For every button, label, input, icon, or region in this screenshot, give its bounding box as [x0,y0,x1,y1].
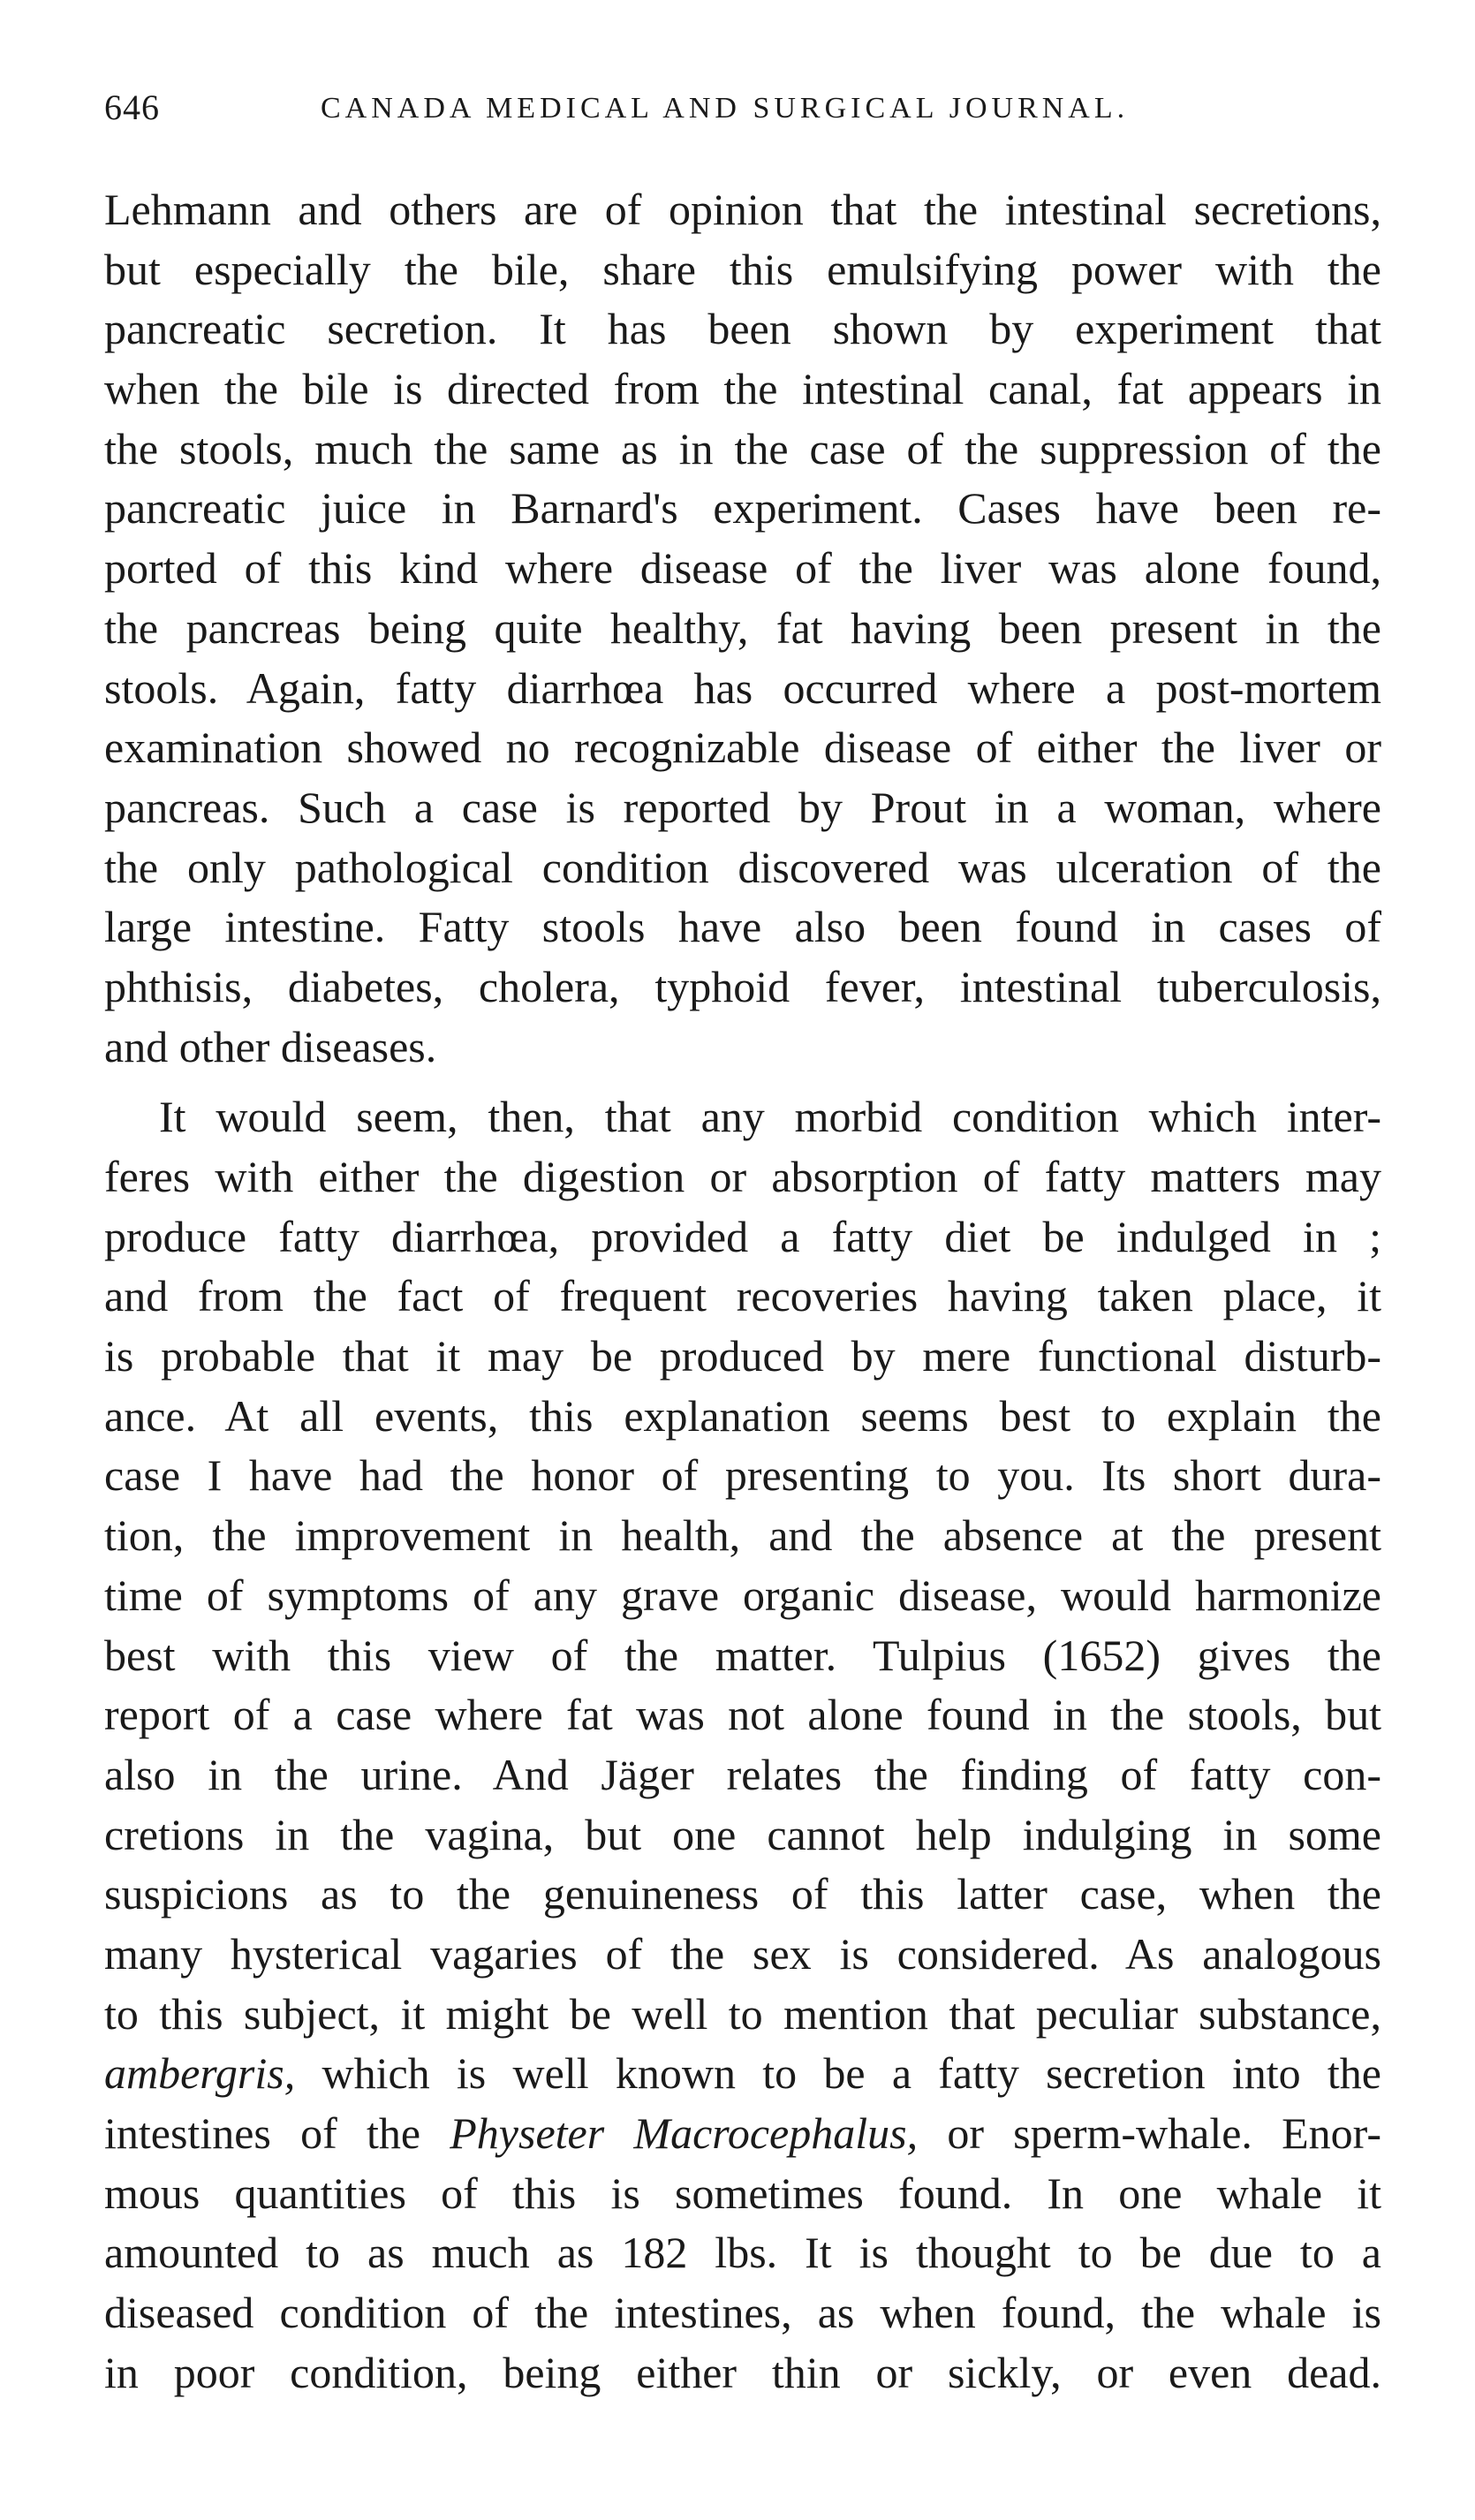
text-line-physeter [104,2104,1381,2164]
text-line: feres with either the digestion or absorption of fatty matters may [104,1152,1381,1201]
line-start: intestines of the [104,2108,450,2158]
text-line: tion, the improvement in health, and the absence at the present [104,1510,1381,1561]
body-text [104,180,1381,2403]
page-number: 646 [104,87,160,127]
text-line: in poor condition, being either thin or sickly, or even dead. [104,2347,1381,2397]
text-line: It would seem, then, that any morbid condition which inter- [159,1092,1381,1142]
text-line: stools. Again, fatty diarrhœa has occurred where a post-mortem [104,662,1381,713]
text-line: but especially the bile, share this emulsifying power with the [104,244,1381,294]
text-line: when the bile is directed from the intestinal canal, fat appears in [104,364,1381,414]
text-line: ance. At all events, this explanation seems best to explain the [104,1390,1381,1441]
text-line: to this subject, it might be well to mention that peculiar substance, [104,1988,1381,2039]
text-line: also in the urine. And Jäger relates the finding of fatty con- [104,1749,1381,1799]
text-line: pancreatic secretion. It has been shown by experiment that [104,304,1381,354]
italic-term-ambergris: ambergris, [104,2048,296,2099]
text-line-ambergris [104,2044,1381,2104]
text-line: many hysterical vagaries of the sex is considered. As analogous [104,1928,1381,1979]
paragraph-1 [104,180,1381,1077]
text-line: pancreatic juice in Barnard's experiment. Cases have been re- [104,483,1381,534]
italic-term-physeter: Physeter Macrocephalus, [450,2108,919,2158]
text-line: the pancreas being quite healthy, fat having been present in the [104,602,1381,653]
text-line: best with this view of the matter. Tulpius (1652) gives the [104,1630,1381,1680]
text-line: Lehmann and others are of opinion that the intestinal secretions, [104,185,1381,234]
text-line: and from the fact of frequent recoveries having taken place, it [104,1271,1381,1321]
text-line: amounted to as much as 182 lbs. It is thought to be due to a [104,2228,1381,2278]
text-line: pancreas. Such a case is reported by Prout in a woman, where [104,782,1381,832]
paragraph-gap [104,1077,1381,1087]
paragraph-2 [104,1087,1381,2403]
text-line: ported of this kind where disease of the liver was alone found, [104,543,1381,594]
text-line: time of symptoms of any grave organic disease, would harmonize [104,1570,1381,1620]
text-line: phthisis, diabetes, cholera, typhoid fever, intestinal tuberculosis, [104,961,1381,1011]
text-line: mous quantities of this is sometimes found. In one whale it [104,2168,1381,2218]
line-remainder: which is well known to be a fatty secretion into the [295,2048,1381,2099]
text-line: examination showed no recognizable disease of either the liver or [104,723,1381,773]
text-line: report of a case where fat was not alone found in the stools, but [104,1690,1381,1740]
text-line: diseased condition of the intestines, as when found, the whale is [104,2288,1381,2338]
running-head: CANADA MEDICAL AND SURGICAL JOURNAL. [321,92,1130,125]
text-line: case I have had the honor of presenting to you. Its short dura- [104,1450,1381,1501]
line-remainder: or sperm-whale. Enor- [918,2108,1381,2158]
text-line: the stools, much the same as in the case of the suppression of the [104,423,1381,473]
text-line: and other diseases. [104,1021,437,1071]
page-header [104,87,1217,140]
text-line: is probable that it may be produced by mere functional disturb- [104,1331,1381,1381]
text-line: the only pathological condition discovered was ulceration of the [104,842,1381,892]
text-line: suspicions as to the genuineness of this latter case, when the [104,1869,1381,1919]
text-line: produce fatty diarrhœa, provided a fatty diet be indulged in ; [104,1211,1381,1261]
text-line: cretions in the vagina, but one cannot help indulging in some [104,1809,1381,1859]
text-line: large intestine. Fatty stools have also been found in cases of [104,902,1381,952]
